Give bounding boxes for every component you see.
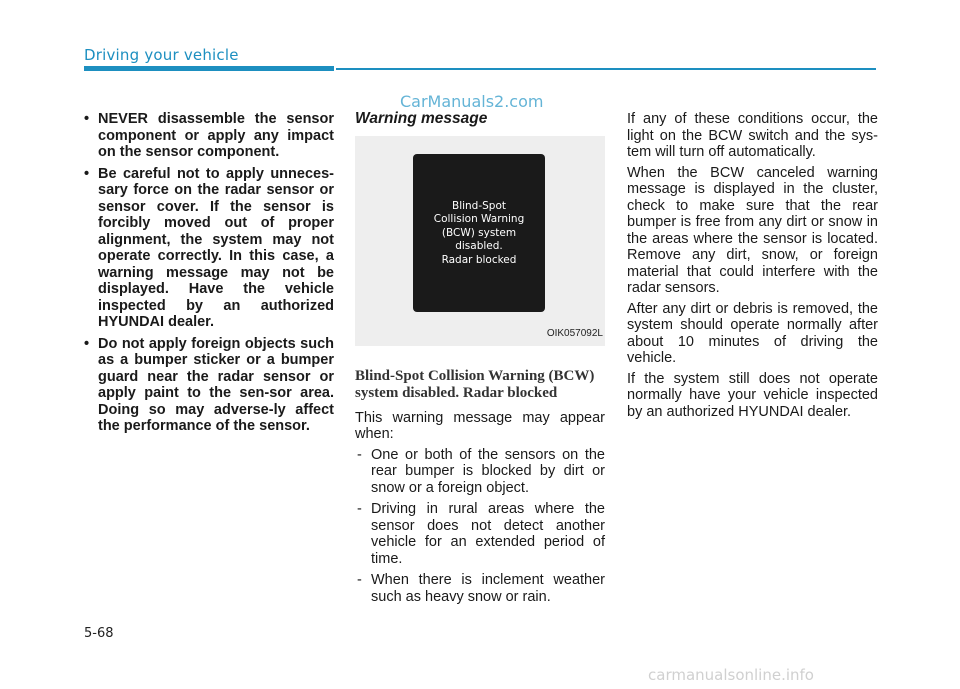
- warning-message-heading: Warning message: [355, 110, 488, 127]
- figure-code: OIK057092L: [546, 328, 603, 339]
- header-rule-thin: [336, 68, 876, 70]
- condition-item-2: - Driving in rural areas where the sensor does not detect another vehicle for an extended period of time.: [355, 501, 605, 567]
- display-line: Blind-Spot: [451, 199, 507, 212]
- watermark-bottom: carmanualsonline.info: [648, 666, 814, 684]
- section-title: Driving your vehicle: [84, 46, 239, 64]
- watermark-top: CarManuals2.com: [400, 92, 544, 111]
- caution-bullet-1: • NEVER disassemble the sensor component or apply any impact on the sensor component.: [84, 111, 334, 161]
- paragraph-4: If the system still does not operate normally have your vehicle inspected by an authorized HYUNDAI dealer.: [627, 370, 878, 420]
- header-rule-thick: [84, 66, 334, 71]
- caution-bullet-2: • Be careful not to apply unneces-sary force on the radar sensor or sensor cover. If the sensor is forcibly moved out of proper alignment, the system may not operate correctly. In this case, a warning message may not be displayed. Have the vehicle inspected by an authorized HYUNDAI dealer.: [84, 166, 334, 331]
- page-number: 5-68: [84, 626, 114, 641]
- column-middle: [355, 111, 605, 610]
- condition-item-1: - One or both of the sensors on the rear bumper is blocked by dirt or snow or a foreign object.: [355, 447, 605, 497]
- column-left: [84, 111, 334, 440]
- display-line: disabled.: [455, 240, 503, 252]
- cluster-figure: [355, 136, 605, 346]
- caution-bullet-3: • Do not apply foreign objects such as a bumper sticker or a bumper guard near the radar sensor or apply paint to the sen-sor area. Doing so may adverse-ly affect the performance of the sensor.: [84, 336, 334, 435]
- column-right: [627, 111, 878, 424]
- paragraph-3: After any dirt or debris is removed, the system should operate normally after about 10 minutes of driving the vehicle.: [627, 300, 878, 366]
- paragraph-1: If any of these conditions occur, the light on the BCW switch and the sys-tem will turn off automatically.: [627, 111, 878, 160]
- paragraph-2: When the BCW canceled warning message is displayed in the cluster, check to make sure that the rear bumper is free from any dirt or snow in the areas where the sensor is located. Remove any dirt, snow, or foreign material that could interfere with the radar sensors.: [627, 164, 878, 296]
- condition-item-3: - When there is inclement weather such as heavy snow or rain.: [355, 572, 605, 605]
- display-line: (BCW) system: [441, 226, 517, 239]
- intro-text: This warning message may appear when:: [355, 409, 605, 442]
- cluster-display: [413, 154, 545, 312]
- display-line: Radar blocked: [441, 253, 517, 266]
- display-line: Collision Warning: [433, 213, 525, 225]
- bcw-subheading: Blind-Spot Collision Warning (BCW) system disabled. Radar blocked: [355, 367, 595, 401]
